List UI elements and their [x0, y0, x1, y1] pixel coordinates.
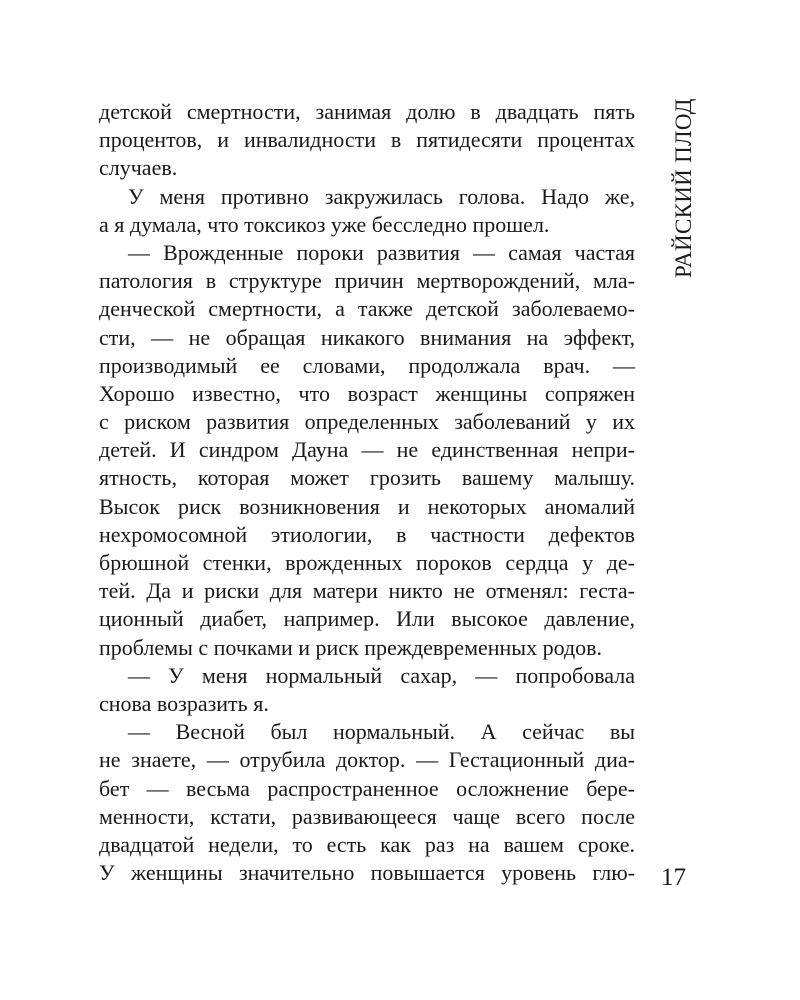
text-line: нехромосомной этиологии, в частности дефектов	[99, 521, 635, 547]
text-line: ятность, которая может грозить вашему малышу.	[99, 465, 635, 491]
text-line: Хорошо известно, что возраст женщины сопряжен	[99, 380, 635, 406]
text-line: не знаете, — отрубила доктор. — Гестационный диа-	[99, 747, 635, 773]
text-line: У женщины значительно повышается уровень глю-	[99, 860, 635, 886]
text-line: производимый ее словами, продолжала врач. —	[99, 352, 635, 378]
text-line: патология в структуре причин мертворождений, мла-	[99, 268, 635, 294]
text-line: менности, кстати, развивающееся чаще всего после	[99, 803, 635, 829]
text-line: Высок риск возникновения и некоторых аномалий	[99, 493, 635, 519]
page-number: 17	[661, 864, 686, 891]
text-line: — Весной был нормальный. А сейчас вы	[128, 719, 635, 745]
text-line: — У меня нормальный сахар, — попробовала	[128, 662, 635, 688]
text-line: брюшной стенки, врожденных пороков сердца у де-	[99, 550, 635, 575]
text-line: детской смертности, занимая долю в двадцать пять	[99, 99, 635, 124]
text-line: денческой смертности, а также детской заболеваемо-	[99, 296, 635, 322]
text-line: сти, — не обращая никакого внимания на эффект,	[99, 324, 635, 350]
running-head: РАЙСКИЙ ПЛОД	[671, 98, 696, 278]
text-line: а я думала, что токсикоз уже бесследно прошел.	[99, 211, 550, 237]
text-line: бет — весьма распространенное осложнение бере-	[99, 775, 635, 801]
text-line: процентов, и инвалидности в пятидесяти процентах	[99, 127, 635, 153]
text-line: случаев.	[99, 155, 178, 181]
text-line: У меня противно закружилась голова. Надо же,	[128, 183, 635, 209]
text-line: с риском развития определенных заболеваний у их	[99, 409, 635, 435]
text-line: проблемы с почками и риск преждевременных родов.	[99, 634, 603, 660]
text-line: двадцатой недели, то есть как раз на вашем сроке.	[99, 831, 635, 857]
text-line: детей. И синдром Дауна — не единственная непри-	[99, 437, 635, 463]
text-line: снова возразить я.	[99, 690, 269, 716]
text-line: — Врожденные пороки развития — самая частая	[128, 239, 635, 265]
text-line: ционный диабет, например. Или высокое давление,	[99, 606, 635, 632]
text-line: тей. Да и риски для матери никто не отменял: геста-	[99, 578, 635, 604]
body-text	[99, 98, 635, 887]
